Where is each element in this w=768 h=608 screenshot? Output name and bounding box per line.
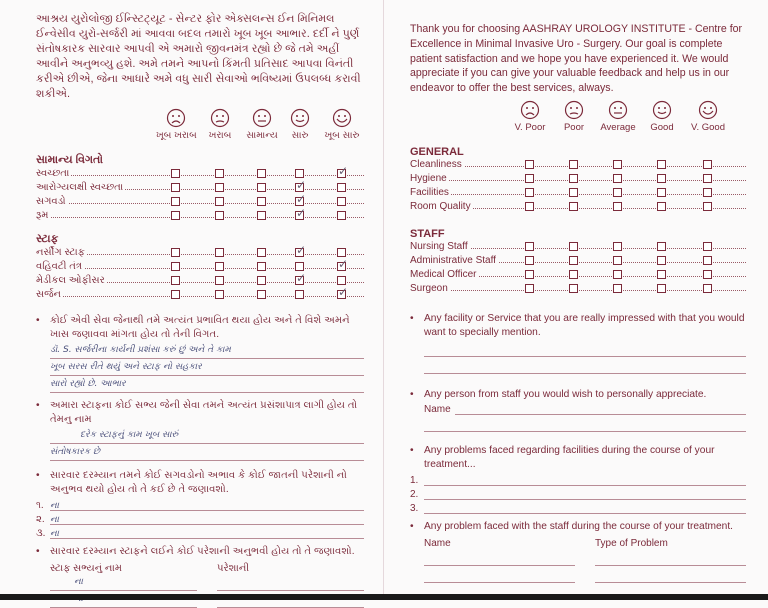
rating-row-label: સ્વચ્છતા	[36, 168, 70, 179]
rating-checkbox[interactable]	[613, 270, 622, 279]
rating-checkbox[interactable]	[613, 174, 622, 183]
rating-row	[36, 164, 364, 181]
rating-checkbox[interactable]	[171, 248, 180, 257]
very-good-face-icon	[332, 108, 352, 128]
rating-label: Good	[650, 121, 674, 133]
check-mark-icon: ✓	[296, 271, 307, 285]
rating-checkbox[interactable]	[257, 211, 266, 220]
rating-checkbox[interactable]	[703, 160, 712, 169]
gujarati-question-1: • કોઈ એવી સેવા જેનાથી તમે અત્યંત પ્રભાવિત થયા હોય અને તે વિશે અમને ખાસ જણાવવા માંગતા હોય તો તેની વિગત.	[36, 315, 350, 340]
english-answer-4-headers: Name Type of Problem	[424, 537, 668, 549]
gujarati-question-2: • અમારા સ્ટાફના કોઈ સભ્ય જેની સેવા તમને અત્યંત પ્રસંશાપાત્ર લાગી હોય તો તેમનુ નામ	[36, 400, 358, 425]
rating-row-label: સર્જન	[36, 289, 62, 300]
rating-checkbox[interactable]	[525, 256, 534, 265]
rating-checkbox[interactable]	[171, 169, 180, 178]
rating-checkbox[interactable]	[337, 276, 346, 285]
english-general-rows	[410, 158, 746, 214]
rating-checkbox[interactable]	[215, 183, 224, 192]
rating-checkbox[interactable]	[171, 290, 180, 299]
english-staff-rows	[410, 240, 746, 296]
rating-row	[410, 186, 746, 200]
rating-checkbox[interactable]	[337, 211, 346, 220]
rating-checkbox[interactable]	[657, 284, 666, 293]
rating-checkbox[interactable]	[215, 276, 224, 285]
rating-checkbox[interactable]	[215, 197, 224, 206]
gujarati-general-rows	[36, 164, 364, 223]
rating-label: સારુ	[291, 130, 309, 141]
gujarati-answer-3[interactable]: ૧. ના ૨. ના ૩. ના	[36, 497, 364, 539]
rating-checkbox[interactable]	[337, 183, 346, 192]
rating-checkbox[interactable]	[569, 270, 578, 279]
rating-checkbox[interactable]	[171, 262, 180, 271]
gujarati-page	[0, 0, 384, 600]
rating-checkbox[interactable]	[703, 270, 712, 279]
leader-dots	[410, 180, 746, 181]
leader-dots	[410, 290, 746, 291]
rating-label: ખૂબ ખરાબ	[156, 130, 197, 141]
rating-column-5	[322, 108, 362, 141]
rating-row	[410, 268, 746, 282]
very-poor-face-icon	[166, 108, 186, 128]
rating-column-3	[598, 100, 638, 133]
rating-column-2	[200, 108, 240, 141]
rating-label: Average	[600, 121, 636, 133]
rating-checkbox[interactable]	[569, 284, 578, 293]
rating-row-label: Nursing Staff	[410, 240, 468, 252]
english-answer-2[interactable]: Name	[410, 402, 746, 415]
average-face-icon	[252, 108, 272, 128]
gujarati-question-4: • સારવાર દરમ્યાન સ્ટાફને લઈને કોઈ પરેશાની અનુભવી હોય તો તે જણાવશો.	[36, 546, 355, 557]
gujarati-rating-scale	[36, 108, 364, 150]
rating-checkbox[interactable]	[525, 188, 534, 197]
rating-checkbox[interactable]	[613, 160, 622, 169]
rating-checkbox[interactable]	[337, 197, 346, 206]
check-mark-icon: ✓	[338, 164, 349, 178]
rating-checkbox[interactable]	[657, 242, 666, 251]
check-mark-icon: ✓	[338, 257, 349, 271]
leader-dots	[36, 175, 364, 176]
rating-checkbox[interactable]	[613, 256, 622, 265]
rating-checkbox[interactable]	[257, 169, 266, 178]
rating-row-label: Administrative Staff	[410, 254, 496, 266]
gujarati-answer-4[interactable]: ના	[36, 574, 364, 608]
gujarati-staff-title: સ્ટાફ	[36, 233, 59, 245]
english-question-4: • Any problem faced with the staff during the course of your treatment.	[410, 520, 733, 532]
rating-checkbox[interactable]	[215, 248, 224, 257]
very-poor-face-icon	[520, 100, 540, 120]
gujarati-answer-4-headers: સ્ટાફ સભ્યનું નામ પરેશાની	[50, 563, 250, 574]
check-mark-icon: ✓	[296, 192, 307, 206]
rating-checkbox[interactable]	[703, 188, 712, 197]
good-face-icon	[290, 108, 310, 128]
rating-row	[36, 192, 364, 209]
gujarati-intro: આશ્રય યુરોલોજી ઈન્સ્ટિટ્યૂટ - સેન્ટર ફોર એક્સલન્સ ઈન મિનિમલ ઈન્વેસીવ યુરો-સર્જરી માં આવવા બદલ તમારો ખૂબ ખૂબ આભાર. દર્દી ને પુર્ણ સંતોષકારક સારવાર આપવી એ અમારો જીવનમંત્ર રહ્યો છે જે તમે અહીં આવીને અનુભવ્યુ હશે. અમે તમને આપનો કિંમતી પ્રતિસાદ આપવા વિનંતી કરીએ છીએ, જેના આધારે અમે વધુ સારી સેવાઓ ભવિષ્યમાં ઉપલબ્ધ કરાવી શકીએ.	[36, 13, 361, 100]
english-intro: Thank you for choosing AASHRAY UROLOGY INSTITUTE - Centre for Excellence in Minimal Invasive Uro - Surgery. Our goal is complete patient satisfaction and we hope you have experienced it. We would appreciate if you can give your valuable feedback and help us in our endeavor to offer the best services, always.	[410, 23, 743, 95]
english-page	[384, 0, 768, 600]
gujarati-answer-1[interactable]: ડૉ. S. સર્જરીના કાર્યની પ્રશંસા કરું છું અને તે કામ ખૂબ સરસ રીતે થયું અને સ્ટાફ નો સહકાર સારો રહ્યો છે. આભાર	[36, 342, 364, 393]
rating-checkbox[interactable]	[257, 183, 266, 192]
rating-row	[410, 282, 746, 296]
rating-row	[36, 271, 364, 288]
english-answer-4[interactable]	[410, 549, 746, 583]
rating-row	[36, 206, 364, 223]
rating-row-label: વહિવટી તંત્ર	[36, 261, 83, 272]
check-mark-icon: ✓	[296, 206, 307, 220]
rating-checkbox[interactable]	[257, 262, 266, 271]
rating-checkbox[interactable]	[657, 174, 666, 183]
rating-column-1	[510, 100, 550, 133]
rating-row-label: Surgeon	[410, 282, 448, 294]
rating-checkbox[interactable]	[257, 248, 266, 257]
rating-checkbox[interactable]	[657, 202, 666, 211]
rating-checkbox[interactable]	[215, 262, 224, 271]
rating-checkbox[interactable]	[257, 290, 266, 299]
rating-row-label: Cleanliness	[410, 158, 462, 170]
gujarati-answer-2[interactable]: દરેક સ્ટાફનું કામ ખૂબ સારું સંતોષકારક છે	[36, 427, 364, 461]
rating-checkbox[interactable]	[703, 284, 712, 293]
rating-checkbox[interactable]	[295, 169, 304, 178]
gujarati-general-title: સામાન્ય વિગતો	[36, 154, 104, 166]
rating-row	[410, 158, 746, 172]
rating-column-2	[554, 100, 594, 133]
check-mark-icon: ✓	[296, 243, 307, 257]
rating-checkbox[interactable]	[613, 284, 622, 293]
rating-label: સામાન્ય	[246, 130, 278, 141]
rating-checkbox[interactable]	[525, 160, 534, 169]
rating-checkbox[interactable]	[569, 160, 578, 169]
rating-column-5	[688, 100, 728, 133]
rating-row-label: Medical Officer	[410, 268, 477, 280]
english-answer-3[interactable]: 1. 2. 3.	[410, 472, 746, 514]
gujarati-staff-rows	[36, 243, 364, 302]
rating-row	[36, 257, 364, 274]
rating-column-4	[642, 100, 682, 133]
rating-checkbox[interactable]	[703, 202, 712, 211]
very-good-face-icon	[698, 100, 718, 120]
rating-row-label: સગવડો	[36, 196, 66, 207]
rating-checkbox[interactable]	[613, 202, 622, 211]
rating-checkbox[interactable]	[657, 160, 666, 169]
rating-row	[410, 254, 746, 268]
leader-dots	[36, 203, 364, 204]
rating-checkbox[interactable]	[703, 242, 712, 251]
rating-checkbox[interactable]	[171, 197, 180, 206]
rating-checkbox[interactable]	[171, 276, 180, 285]
english-staff-title: STAFF	[410, 227, 445, 240]
rating-row	[36, 243, 364, 260]
rating-checkbox[interactable]	[657, 256, 666, 265]
poor-face-icon	[210, 108, 230, 128]
good-face-icon	[652, 100, 672, 120]
rating-checkbox[interactable]	[257, 276, 266, 285]
rating-row	[410, 200, 746, 214]
rating-label: ખરાબ	[208, 130, 232, 141]
rating-row-label: આરોગ્યલક્ષી સ્વચ્છતા	[36, 182, 124, 193]
rating-checkbox[interactable]	[215, 211, 224, 220]
english-question-1: • Any facility or Service that you are really impressed with that you would want to specially mention.	[410, 312, 745, 338]
gujarati-question-3: • સારવાર દરમ્યાન તમને કોઈ સગવડોનો અભાવ કે કોઈ જાતની પરેશાની નો અનુભવ થયો હોય તો તે કઈ છે તે જણાવશો.	[36, 470, 347, 495]
rating-checkbox[interactable]	[657, 188, 666, 197]
rating-row-label: Facilities	[410, 186, 449, 198]
rating-checkbox[interactable]	[337, 248, 346, 257]
rating-checkbox[interactable]	[613, 188, 622, 197]
rating-label: Poor	[563, 121, 585, 133]
rating-checkbox[interactable]	[569, 174, 578, 183]
rating-checkbox[interactable]	[525, 270, 534, 279]
rating-checkbox[interactable]	[257, 197, 266, 206]
rating-row	[410, 240, 746, 254]
rating-checkbox[interactable]	[703, 256, 712, 265]
rating-checkbox[interactable]	[525, 202, 534, 211]
rating-checkbox[interactable]	[525, 284, 534, 293]
rating-label: V. Poor	[514, 121, 546, 133]
rating-checkbox[interactable]	[215, 290, 224, 299]
rating-row	[36, 178, 364, 195]
rating-checkbox[interactable]	[613, 242, 622, 251]
rating-checkbox[interactable]	[295, 290, 304, 299]
leader-dots	[36, 296, 364, 297]
rating-checkbox[interactable]	[295, 262, 304, 271]
rating-checkbox[interactable]	[525, 242, 534, 251]
rating-row	[36, 285, 364, 302]
rating-row-label: Room Quality	[410, 200, 471, 212]
rating-label: ખૂબ સારુ	[324, 130, 360, 141]
check-mark-icon: ✓	[296, 178, 307, 192]
rating-checkbox[interactable]	[525, 174, 534, 183]
english-answer-1[interactable]	[410, 340, 746, 374]
leader-dots	[410, 194, 746, 195]
rating-checkbox[interactable]	[569, 242, 578, 251]
rating-checkbox[interactable]	[215, 169, 224, 178]
english-general-title: GENERAL	[410, 145, 464, 158]
leader-dots	[36, 268, 364, 269]
english-question-2: • Any person from staff you would wish to personally appreciate.	[410, 388, 707, 400]
rating-label: V. Good	[691, 121, 725, 133]
rating-checkbox[interactable]	[569, 202, 578, 211]
check-mark-icon: ✓	[338, 285, 349, 299]
rating-checkbox[interactable]	[171, 211, 180, 220]
english-question-3: • Any problems faced regarding facilities during the course of your treatment...	[410, 444, 715, 470]
scan-bottom-edge	[0, 594, 768, 600]
rating-checkbox[interactable]	[657, 270, 666, 279]
rating-checkbox[interactable]	[171, 183, 180, 192]
rating-checkbox[interactable]	[703, 174, 712, 183]
rating-checkbox[interactable]	[569, 188, 578, 197]
rating-row	[410, 172, 746, 186]
rating-row-label: મેડીકલ ઓફીસર	[36, 275, 105, 286]
leader-dots	[36, 217, 364, 218]
rating-column-3	[242, 108, 282, 141]
average-face-icon	[608, 100, 628, 120]
rating-row-label: નર્સીંગ સ્ટાફ	[36, 247, 85, 258]
poor-face-icon	[564, 100, 584, 120]
rating-column-1	[156, 108, 196, 141]
rating-row-label: રૂમ	[36, 210, 49, 221]
rating-column-4	[280, 108, 320, 141]
rating-checkbox[interactable]	[569, 256, 578, 265]
rating-row-label: Hygiene	[410, 172, 447, 184]
english-rating-scale	[410, 100, 746, 142]
